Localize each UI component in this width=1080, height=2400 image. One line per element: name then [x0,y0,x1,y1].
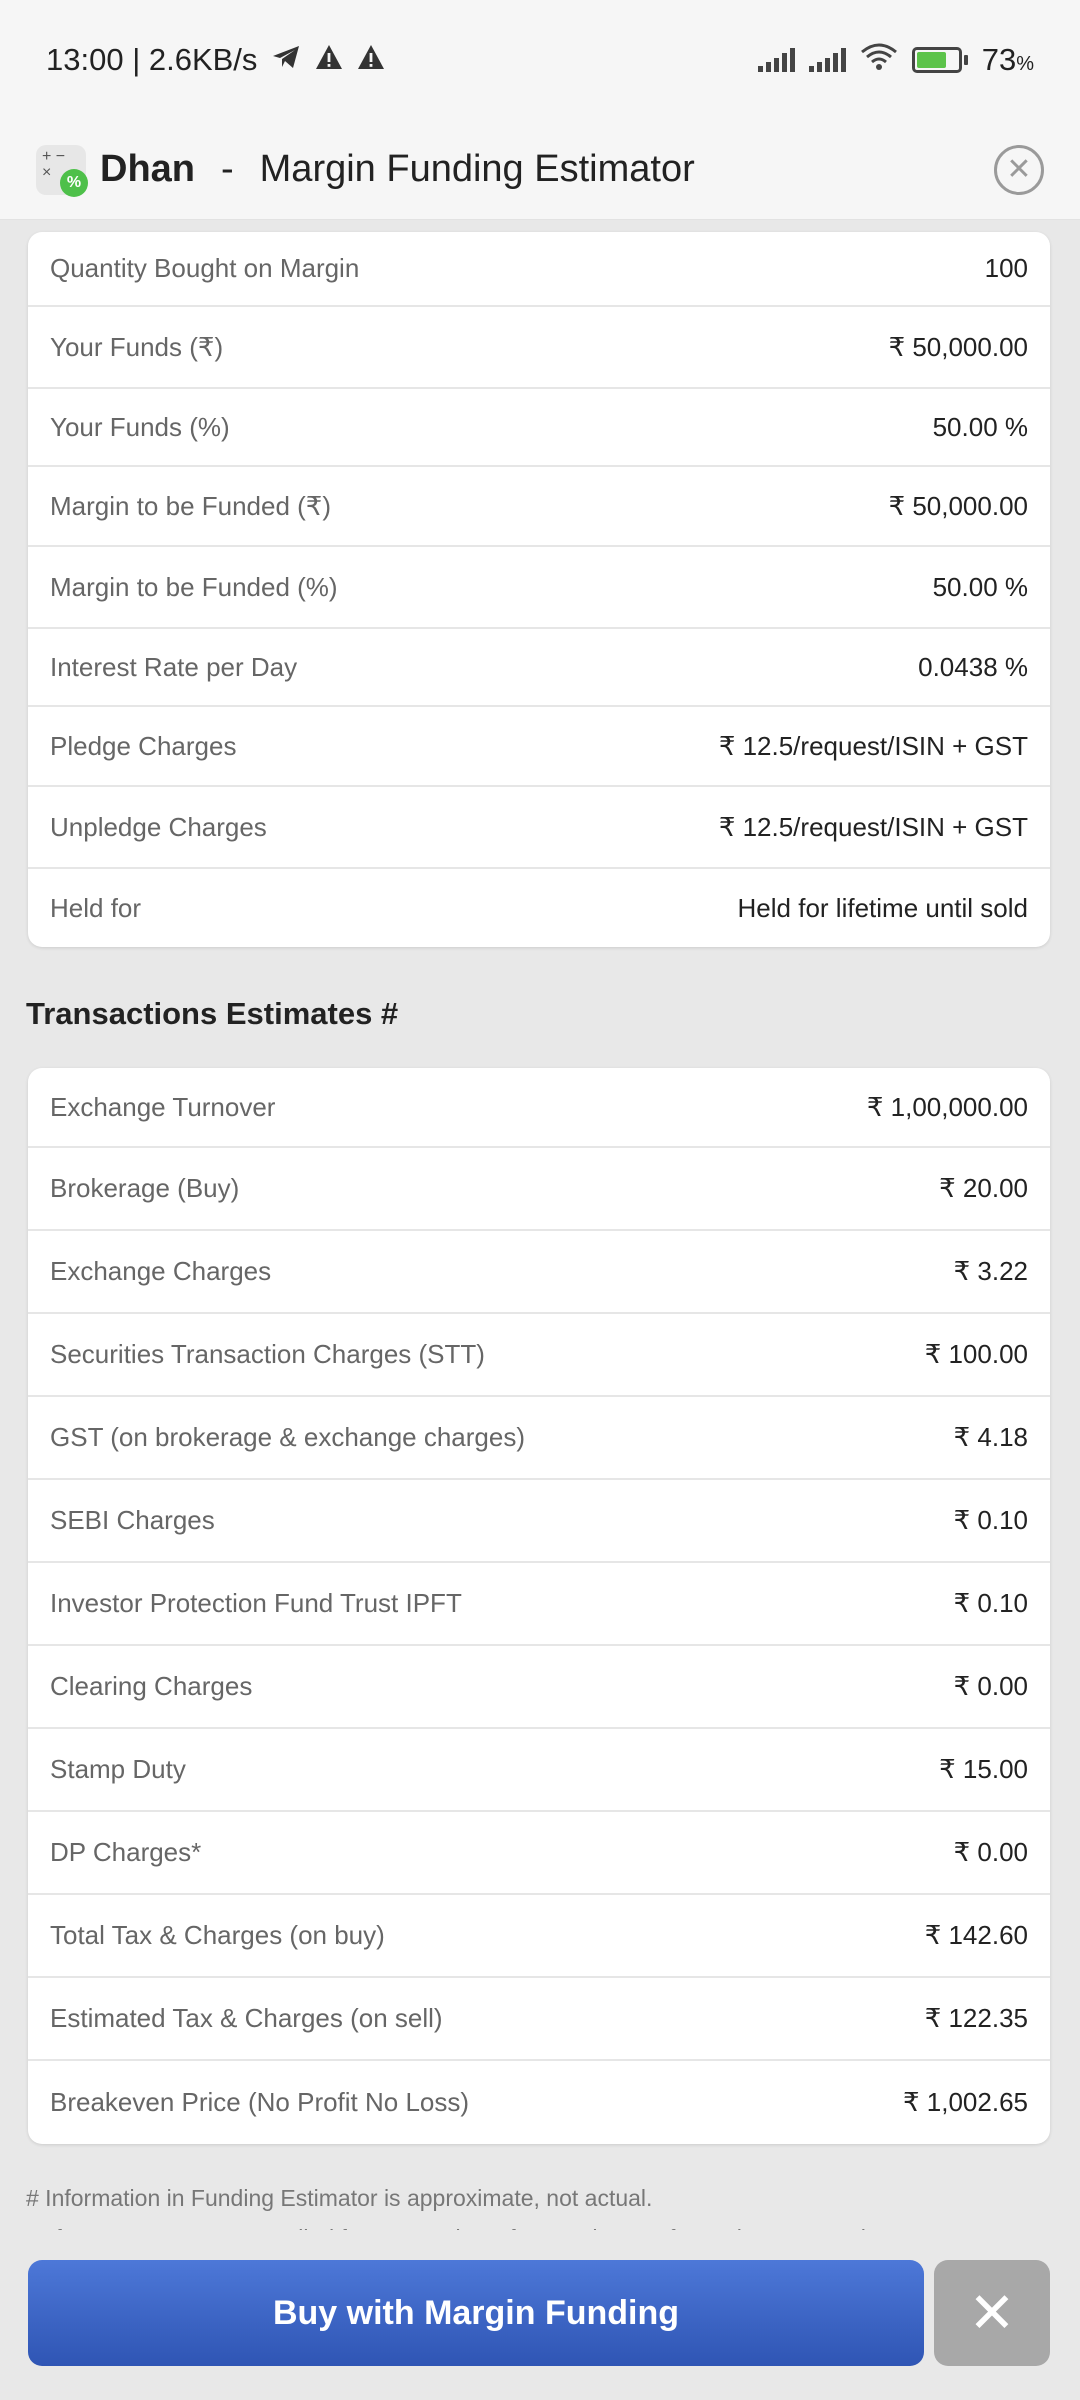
info-row [28,1480,1050,1563]
info-row [28,467,1050,547]
row-label: Unpledge Charges [50,811,267,842]
info-row [28,1646,1050,1729]
row-label: Clearing Charges [50,1671,253,1701]
row-label: Investor Protection Fund Trust IPFT [50,1588,462,1618]
row-label: Brokerage (Buy) [50,1173,240,1203]
row-label: Total Tax & Charges (on buy) [50,1920,385,1950]
signal-icon [758,48,795,72]
row-value: ₹ 142.60 [924,1920,1028,1950]
wifi-icon [860,42,898,78]
row-value: ₹ 12.5/request/ISIN + GST [718,811,1028,842]
close-button[interactable] [994,145,1044,195]
info-row [28,1068,1050,1148]
page-title: Margin Funding Estimator [259,148,695,190]
row-label: Your Funds (₹) [50,331,224,362]
disclaimer-line: # Information in Funding Estimator is approximate, not actual. [26,2185,653,2211]
info-row [28,629,1050,707]
telegram-icon [271,42,301,78]
row-label: Your Funds (%) [50,411,230,442]
info-row [28,707,1050,787]
row-label: SEBI Charges [50,1505,215,1535]
info-row [28,1978,1050,2061]
transactions-title: Transactions Estimates # [26,996,399,1031]
info-row [28,869,1050,947]
row-value: ₹ 4.18 [953,1422,1028,1452]
row-value: ₹ 50,000.00 [888,490,1028,521]
row-label: Margin to be Funded (%) [50,571,338,602]
row-value: 0.0438 % [918,651,1028,682]
row-label: Held for [50,892,142,923]
row-value: ₹ 3.22 [953,1256,1028,1286]
row-value: ₹ 0.10 [953,1505,1028,1535]
info-row [28,787,1050,869]
warning-icon [315,42,343,78]
info-row [28,307,1050,389]
row-value: ₹ 0.00 [953,1837,1028,1867]
row-value: ₹ 50,000.00 [888,331,1028,362]
row-label: DP Charges* [50,1837,202,1867]
dismiss-button[interactable] [934,2260,1050,2366]
row-label: Stamp Duty [50,1754,186,1784]
info-row [28,1729,1050,1812]
calculator-icon: + − × % [36,145,86,195]
row-label: Margin to be Funded (₹) [50,490,332,521]
info-row [28,1231,1050,1314]
info-row [28,1148,1050,1231]
app-header [0,120,1080,220]
buy-with-margin-funding-button[interactable]: Buy with Margin Funding [28,2260,924,2366]
funding-details-card [28,232,1050,947]
row-label: Estimated Tax & Charges (on sell) [50,2003,443,2033]
signal-icon [809,48,846,72]
row-value: ₹ 1,00,000.00 [866,1091,1028,1122]
status-bar [0,0,1080,120]
action-bar [0,2230,1080,2400]
row-label: Securities Transaction Charges (STT) [50,1339,485,1369]
row-value: ₹ 15.00 [939,1754,1028,1784]
row-value: Held for lifetime until sold [737,892,1028,923]
battery-icon [912,47,968,73]
row-value: 50.00 % [932,411,1028,442]
row-value: 100 [984,253,1028,283]
row-label: Interest Rate per Day [50,651,298,682]
row-value: 50.00 % [932,571,1028,602]
row-value: ₹ 0.00 [953,1671,1028,1701]
row-label: Exchange Turnover [50,1091,276,1122]
info-row [28,1314,1050,1397]
info-row [28,1563,1050,1646]
info-row [28,547,1050,629]
row-value: ₹ 0.10 [953,1588,1028,1618]
status-time: 13:00 | 2.6KB/s [46,42,258,77]
title-separator: - [221,148,234,190]
row-value: ₹ 1,002.65 [903,2087,1028,2117]
warning-icon [357,42,385,78]
info-row [28,389,1050,467]
close-icon: ✕ [1006,153,1032,186]
row-label: Exchange Charges [50,1256,272,1286]
row-value: ₹ 122.35 [924,2003,1028,2033]
close-icon: ✕ [968,2281,1016,2344]
info-row [28,232,1050,307]
battery-percent: 73% [981,42,1034,77]
row-label: Pledge Charges [50,730,237,761]
brand-name: Dhan [100,148,195,190]
transactions-card [28,1068,1050,2144]
row-label: GST (on brokerage & exchange charges) [50,1422,526,1452]
row-value: ₹ 100.00 [924,1339,1028,1369]
row-value: ₹ 12.5/request/ISIN + GST [718,730,1028,761]
info-row [28,1812,1050,1895]
row-value: ₹ 20.00 [939,1173,1028,1203]
row-label: Breakeven Price (No Profit No Loss) [50,2087,470,2117]
info-row [28,1895,1050,1978]
row-label: Quantity Bought on Margin [50,253,360,283]
info-row [28,2061,1050,2144]
info-row [28,1397,1050,1480]
disclaimer-note [26,2178,1056,2234]
